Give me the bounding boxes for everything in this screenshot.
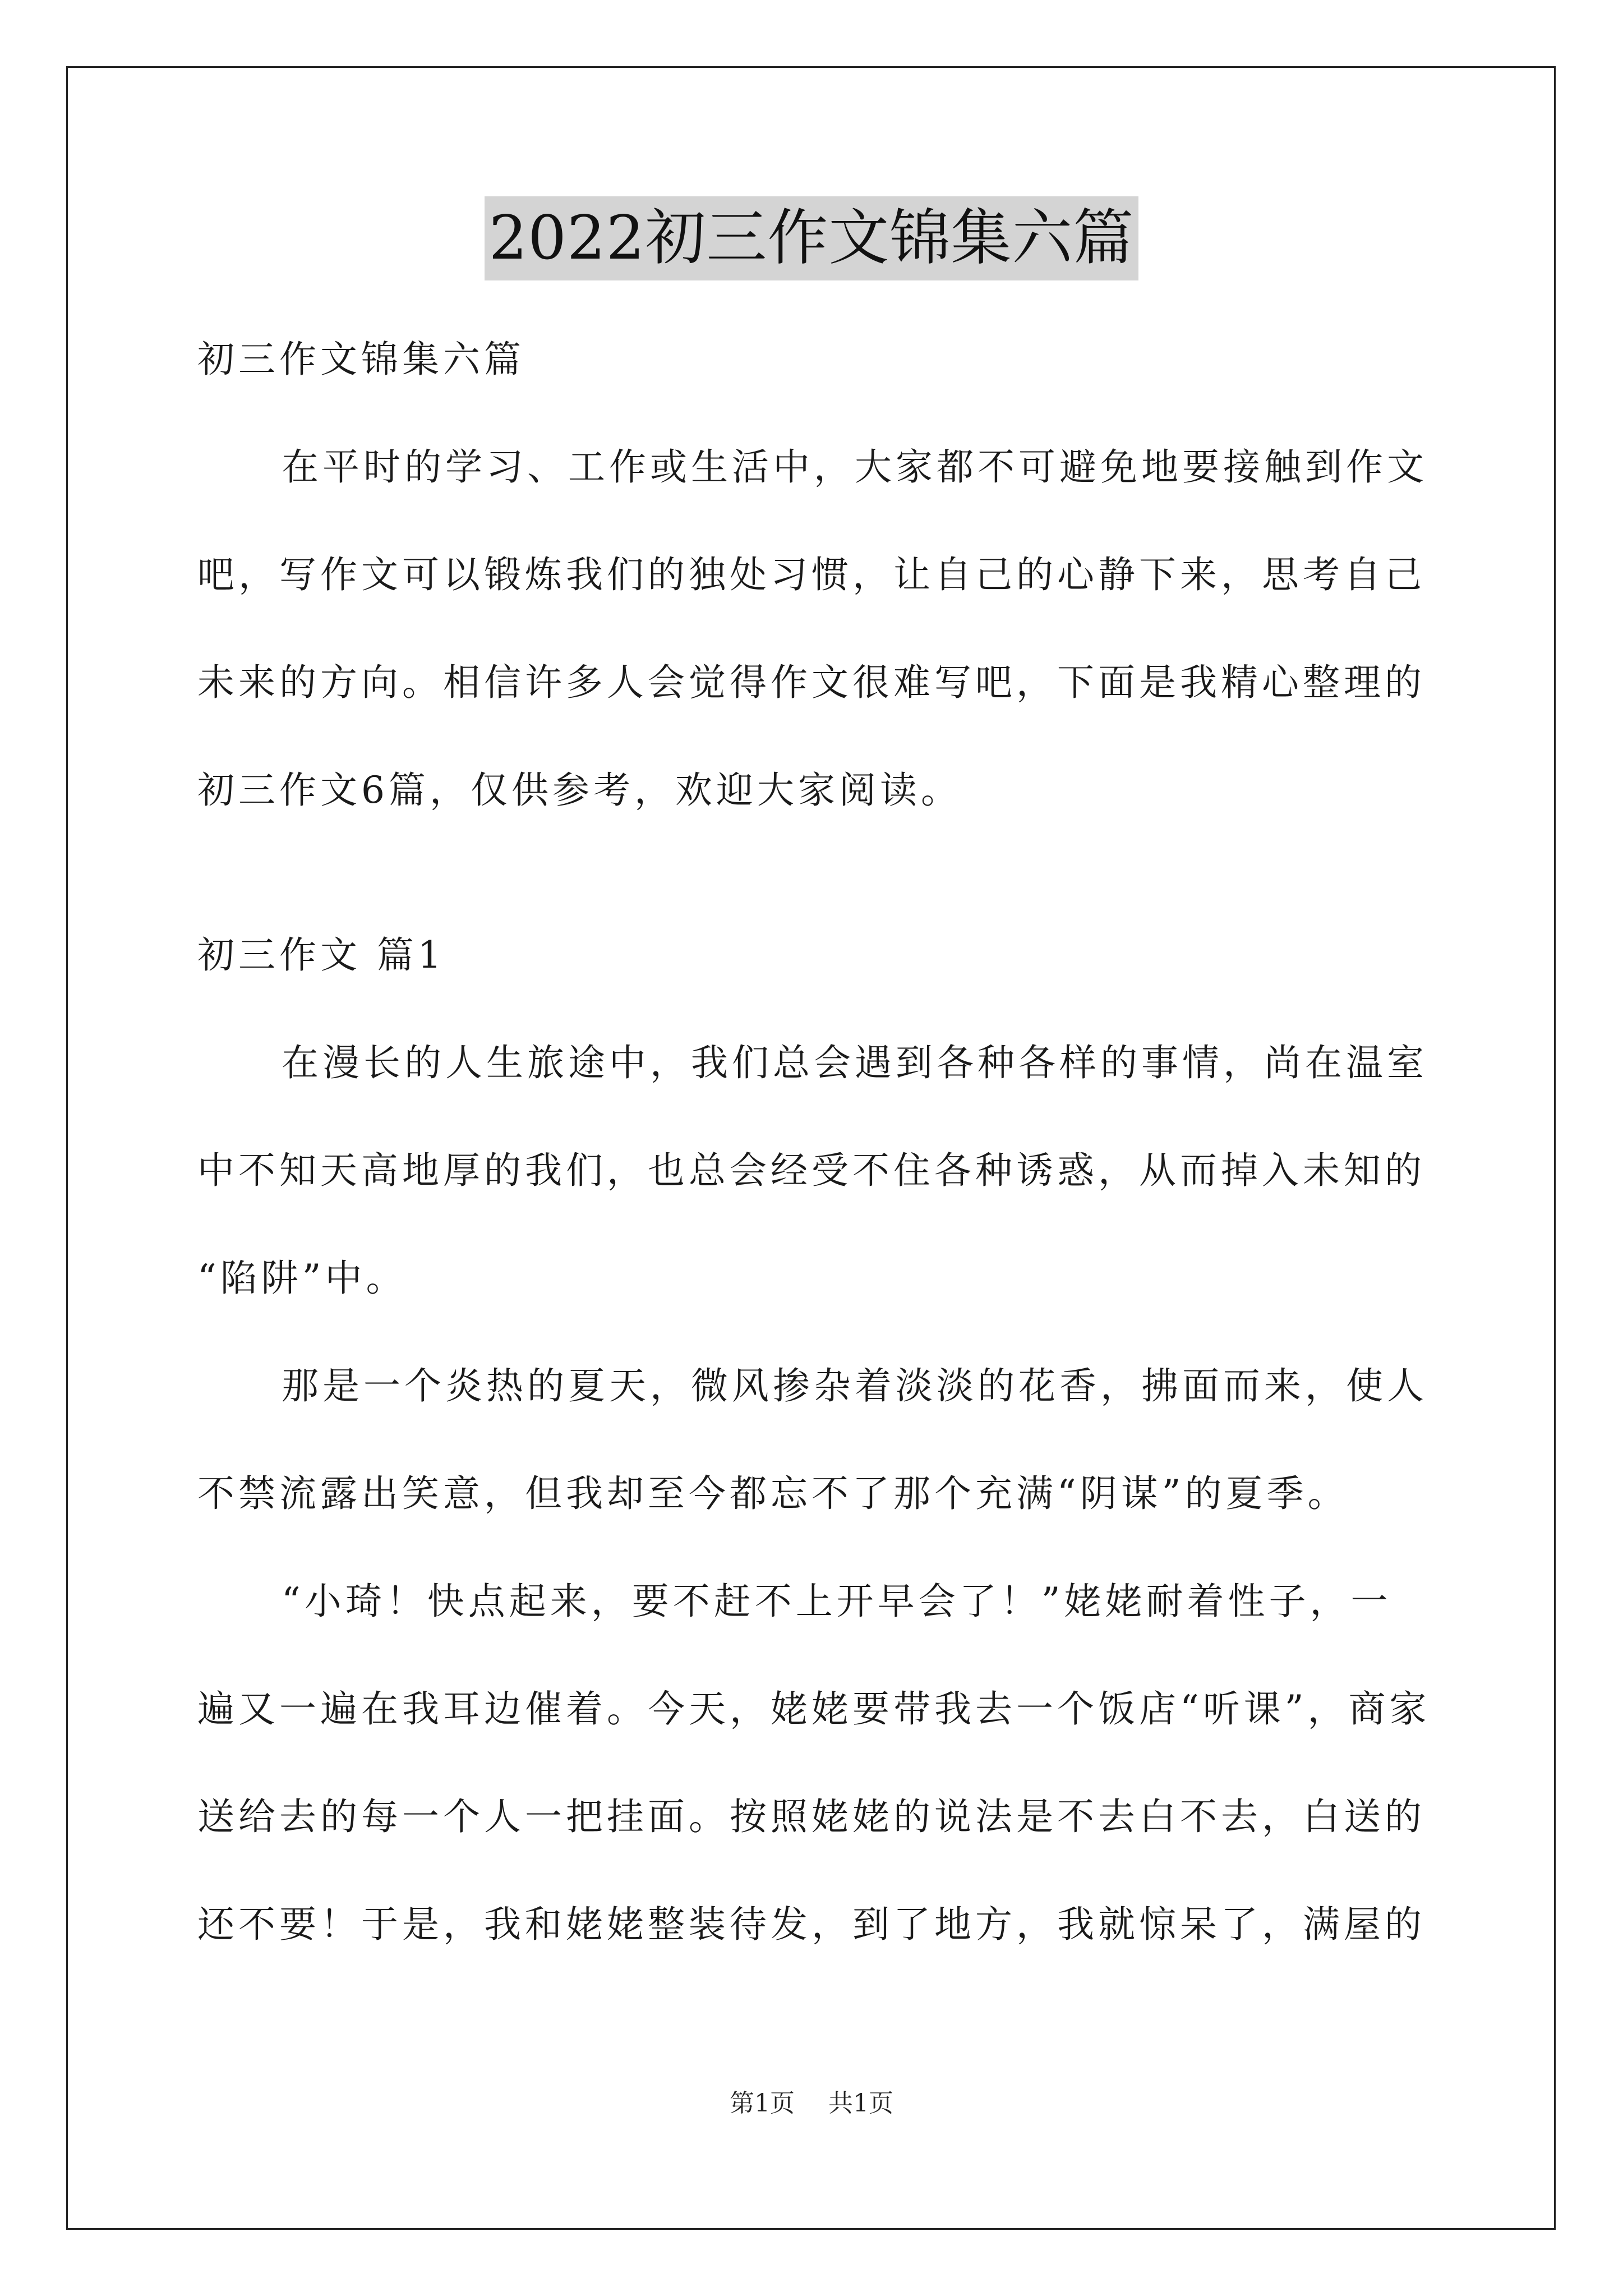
paragraph-line: 遍又一遍在我耳边催着。今天，姥姥要带我去一个饭店“听课”，商家 bbox=[197, 1687, 1431, 1731]
document-body bbox=[197, 306, 1431, 1978]
page-number: 第1页 bbox=[730, 2089, 795, 2118]
paragraph-line: “小琦！快点起来，要不赶不上开早会了！”姥姥耐着性子，一 bbox=[282, 1580, 1392, 1623]
intro-paragraph bbox=[197, 413, 1431, 844]
subtitle: 初三作文锦集六篇 bbox=[197, 338, 525, 381]
paragraph-2 bbox=[197, 1332, 1431, 1548]
paragraph-1 bbox=[197, 1009, 1431, 1332]
intro-line: 在平时的学习、工作或生活中，大家都不可避免地要接触到作文 bbox=[282, 445, 1428, 489]
section-gap bbox=[197, 844, 1431, 901]
paragraph-line: 在漫长的人生旅途中，我们总会遇到各种各样的事情，尚在温室 bbox=[282, 1041, 1428, 1084]
paragraph-line: 那是一个炎热的夏天，微风掺杂着淡淡的花香，拂面而来，使人 bbox=[282, 1364, 1428, 1407]
paragraph-3 bbox=[197, 1548, 1431, 1978]
paragraph-line: 还不要！于是，我和姥姥整装待发，到了地方，我就惊呆了，满屋的 bbox=[197, 1903, 1426, 1946]
intro-line: 初三作文6篇，仅供参考，欢迎大家阅读。 bbox=[197, 769, 962, 812]
paragraph-line: “陷阱”中。 bbox=[197, 1257, 407, 1300]
document-title: 2022初三作文锦集六篇 bbox=[485, 196, 1139, 280]
paragraph-line: 送给去的每一个人一把挂面。按照姥姥的说法是不去白不去，白送的 bbox=[197, 1795, 1426, 1838]
paragraph-line: 不禁流露出笑意，但我却至今都忘不了那个充满“阴谋”的夏季。 bbox=[197, 1472, 1349, 1515]
page-footer bbox=[0, 2087, 1623, 2120]
page-total: 共1页 bbox=[828, 2089, 893, 2118]
intro-line: 未来的方向。相信许多人会觉得作文很难写吧，下面是我精心整理的 bbox=[197, 661, 1426, 704]
section-heading: 初三作文 篇1 bbox=[197, 933, 445, 977]
title-wrap bbox=[0, 196, 1623, 280]
intro-line: 吧，写作文可以锻炼我们的独处习惯，让自己的心静下来，思考自己 bbox=[197, 553, 1426, 596]
paragraph-line: 中不知天高地厚的我们，也总会经受不住各种诱惑，从而掉入未知的 bbox=[197, 1149, 1426, 1192]
